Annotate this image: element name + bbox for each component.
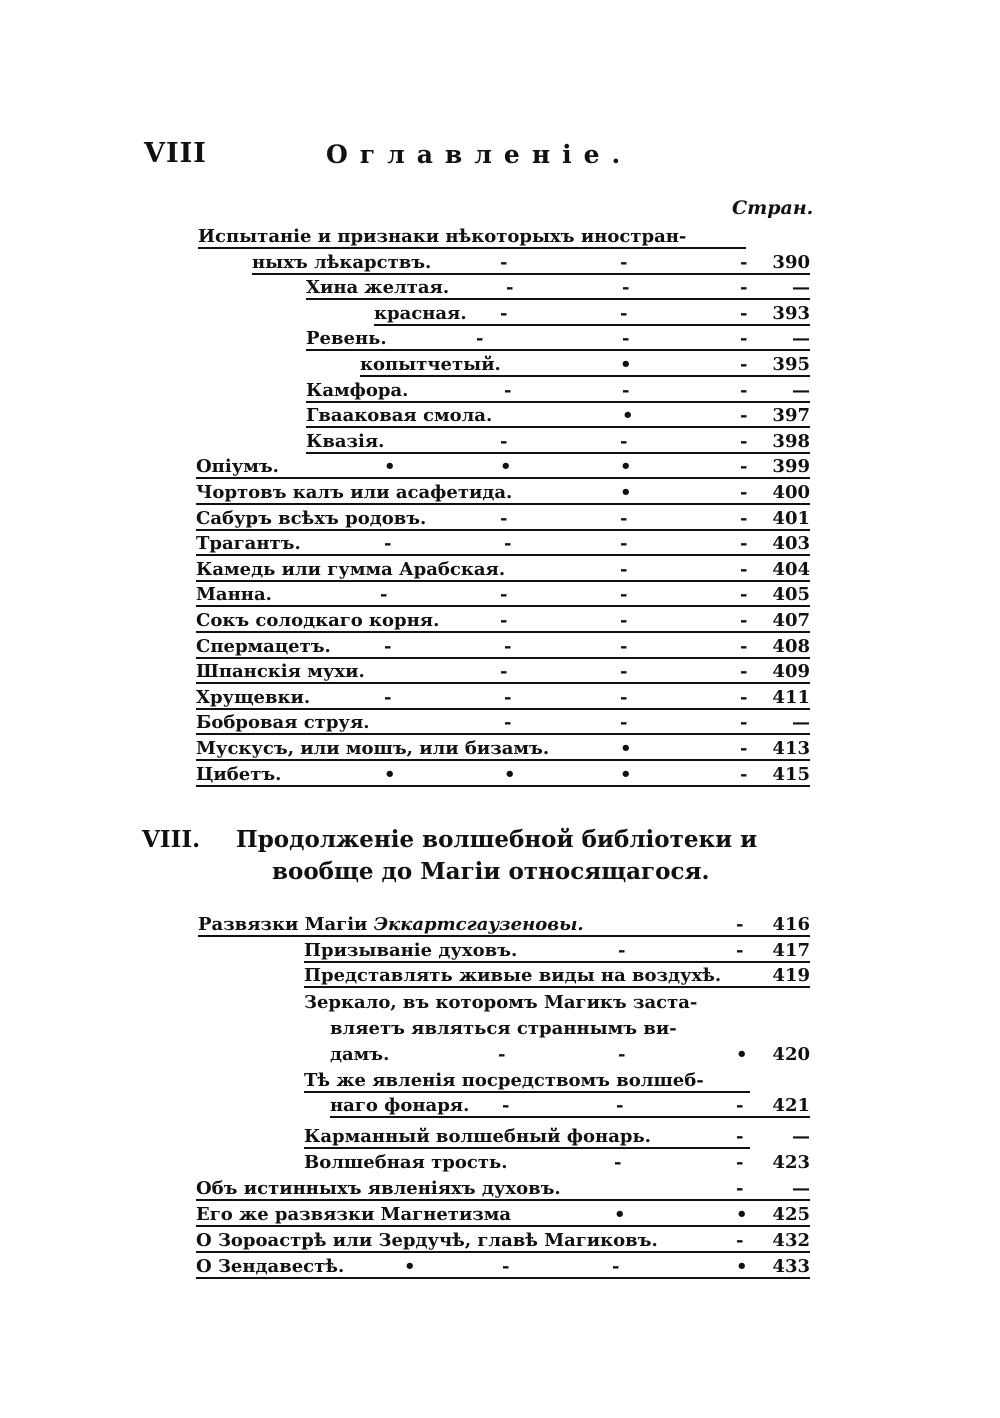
leader-dash: - xyxy=(622,328,630,349)
entry-page: 401 xyxy=(772,508,810,529)
leader-dash: - xyxy=(622,277,630,298)
leader-dash: • xyxy=(620,456,632,477)
leader-dash: • xyxy=(620,738,632,759)
leader-dash: - xyxy=(736,1152,744,1173)
toc-entry xyxy=(304,1068,750,1093)
entry-text: Призываніе духовъ. xyxy=(304,940,518,961)
entry-text: Спермацетъ. xyxy=(196,636,331,657)
entry-page: 405 xyxy=(772,584,810,605)
leader-dash: • xyxy=(620,482,632,503)
entry-text: Мускусъ, или мошъ, или бизамъ. xyxy=(196,738,550,759)
toc-entry xyxy=(196,531,810,556)
entry-text-line: вляетъ являться страннымъ ви- xyxy=(330,1018,677,1039)
leader-dash: - xyxy=(476,328,484,349)
entry-page: 416 xyxy=(772,914,810,935)
leader-dash: - xyxy=(616,1095,624,1116)
entry-text: Бобровая струя. xyxy=(196,712,370,733)
entry-text: копытчетый. xyxy=(360,354,501,375)
leader-dash: - xyxy=(504,533,512,554)
rule-line xyxy=(196,631,810,633)
entry-text-line: Зеркало, въ которомъ Магикъ заста- xyxy=(304,992,698,1013)
entry-text: Цибетъ. xyxy=(196,764,282,785)
entry-page: 408 xyxy=(772,636,810,657)
leader-dash: - xyxy=(620,303,628,324)
leader-dash: - xyxy=(384,533,392,554)
leader-dash: - xyxy=(500,584,508,605)
entry-text: Гвааковая смола. xyxy=(306,405,493,426)
leader-dash: - xyxy=(620,712,628,733)
leader-dash: - xyxy=(502,1095,510,1116)
leader-dash: - xyxy=(740,738,748,759)
entry-page: — xyxy=(792,380,810,401)
entry-page: — xyxy=(792,1178,810,1199)
rule-line xyxy=(198,935,810,937)
entry-text: Шпанскія мухи. xyxy=(196,661,365,682)
entry-page: 398 xyxy=(772,431,810,452)
leader-dash: - xyxy=(740,508,748,529)
section-title-line-2: вообще до Магіи относящагося. xyxy=(272,858,710,885)
leader-dash: - xyxy=(620,636,628,657)
rule-line xyxy=(306,426,810,428)
leader-dash: - xyxy=(500,661,508,682)
rule-line xyxy=(196,759,810,761)
leader-dash: - xyxy=(740,431,748,452)
entry-page: 417 xyxy=(772,940,810,961)
entry-text: Сабуръ всѣхъ родовъ. xyxy=(196,508,427,529)
toc-entry xyxy=(196,608,810,633)
toc-entry xyxy=(198,912,810,937)
leader-dash: - xyxy=(614,1152,622,1173)
entry-text: Испытаніе и признаки нѣкоторыхъ иностран- xyxy=(198,226,687,247)
toc-entry xyxy=(374,301,810,326)
entry-text: Тѣ же явленія посредствомъ волшеб- xyxy=(304,1070,704,1091)
toc-entry xyxy=(304,963,810,988)
leader-dash: • xyxy=(620,764,632,785)
leader-dash: - xyxy=(740,252,748,273)
entry-text: Камедь или гумма Арабская. xyxy=(196,559,506,580)
rule-line xyxy=(196,1225,810,1227)
toc-entry xyxy=(360,352,810,377)
leader-dash: - xyxy=(736,1178,744,1199)
entry-text: Представлять живые виды на воздухѣ. xyxy=(304,965,722,986)
leader-dash: - xyxy=(620,533,628,554)
toc-entry xyxy=(196,736,810,761)
toc-entry xyxy=(198,224,746,249)
rule-line xyxy=(306,349,810,351)
leader-dash: - xyxy=(740,636,748,657)
leader-dash: - xyxy=(740,303,748,324)
entry-text: Карманный волшебный фонарь. xyxy=(304,1126,651,1147)
rule-line xyxy=(196,785,810,787)
leader-dash: - xyxy=(740,661,748,682)
page-number-roman: VIII xyxy=(144,138,207,169)
entry-page: — xyxy=(792,1126,810,1147)
leader-dash: - xyxy=(618,940,626,961)
entry-page: 413 xyxy=(772,738,810,759)
leader-dash: - xyxy=(384,636,392,657)
leader-dash: - xyxy=(736,1095,744,1116)
rule-line xyxy=(196,1277,810,1279)
entry-text: О Зороастрѣ или Зердучѣ, главѣ Магиковъ. xyxy=(196,1230,658,1251)
entry-text: красная. xyxy=(374,303,467,324)
toc-entry xyxy=(304,1150,810,1175)
entry-page: 393 xyxy=(772,303,810,324)
leader-dash: - xyxy=(740,584,748,605)
leader-dash: - xyxy=(504,380,512,401)
entry-text: Сокъ солодкаго корня. xyxy=(196,610,440,631)
leader-dash: - xyxy=(736,1126,744,1147)
leader-dash: - xyxy=(740,764,748,785)
toc-entry xyxy=(306,429,810,454)
leader-dash: - xyxy=(504,687,512,708)
toc-entry xyxy=(330,1042,810,1067)
section-title-line-1: Продолженіе волшебной библіотеки и xyxy=(236,826,758,853)
leader-dash: - xyxy=(740,277,748,298)
toc-entry xyxy=(252,250,810,275)
leader-dash: • xyxy=(384,456,396,477)
entry-page: 433 xyxy=(772,1256,810,1277)
entry-page: 404 xyxy=(772,559,810,580)
entry-page: 399 xyxy=(772,456,810,477)
entry-page: 432 xyxy=(772,1230,810,1251)
entry-page: 419 xyxy=(772,965,810,986)
entry-text: Опіумъ. xyxy=(196,456,279,477)
entry-page: — xyxy=(792,712,810,733)
entry-text: Хрущевки. xyxy=(196,687,311,708)
leader-dash: • xyxy=(736,1044,748,1065)
toc-entry xyxy=(196,659,810,684)
toc-entry xyxy=(196,1254,810,1279)
toc-entry xyxy=(196,454,810,479)
toc-entry xyxy=(196,634,810,659)
leader-dash: - xyxy=(498,1044,506,1065)
leader-dash: - xyxy=(740,328,748,349)
leader-dash: - xyxy=(740,687,748,708)
toc-entry xyxy=(304,1124,810,1149)
section-number: VIII. xyxy=(142,826,201,853)
entry-page: 390 xyxy=(772,252,810,273)
rule-line xyxy=(330,1116,810,1118)
leader-dash: • xyxy=(504,764,516,785)
toc-entry xyxy=(196,762,810,787)
entry-page: 409 xyxy=(772,661,810,682)
leader-dash: - xyxy=(620,252,628,273)
entry-text: Волшебная трость. xyxy=(304,1152,508,1173)
leader-dash: - xyxy=(620,687,628,708)
leader-dash: - xyxy=(500,252,508,273)
leader-dash: • xyxy=(736,1256,748,1277)
entry-text: Квазія. xyxy=(306,431,385,452)
rule-line xyxy=(196,477,810,479)
leader-dash: - xyxy=(504,636,512,657)
entry-page: 423 xyxy=(772,1152,810,1173)
entry-page: 400 xyxy=(772,482,810,503)
toc-entry xyxy=(306,326,810,351)
rule-line xyxy=(198,247,746,249)
toc-entry xyxy=(196,685,810,710)
leader-dash: - xyxy=(736,914,744,935)
leader-dash: - xyxy=(620,431,628,452)
entry-text: ныхъ лѣкарствъ. xyxy=(252,252,432,273)
entry-page: — xyxy=(792,277,810,298)
rule-line xyxy=(304,1147,750,1149)
leader-dash: - xyxy=(500,303,508,324)
leader-dash: - xyxy=(740,354,748,375)
entry-page: 425 xyxy=(772,1204,810,1225)
toc-entry xyxy=(330,1093,810,1118)
leader-dash: - xyxy=(384,687,392,708)
leader-dash: - xyxy=(620,610,628,631)
leader-dash: - xyxy=(502,1256,510,1277)
entry-page: — xyxy=(792,328,810,349)
rule-line xyxy=(196,733,810,735)
entry-page: 411 xyxy=(772,687,810,708)
leader-dash: - xyxy=(620,584,628,605)
leader-dash: - xyxy=(740,405,748,426)
entry-text: Хина желтая. xyxy=(306,277,450,298)
toc-entry xyxy=(196,480,810,505)
page-title: Оглавленіе. xyxy=(326,140,633,169)
entry-page: 403 xyxy=(772,533,810,554)
leader-dash: • xyxy=(622,405,634,426)
leader-dash: • xyxy=(500,456,512,477)
entry-text: О Зендавестѣ. xyxy=(196,1256,345,1277)
toc-entry xyxy=(196,506,810,531)
toc-entry xyxy=(196,1228,810,1253)
entry-text: дамъ. xyxy=(330,1044,390,1065)
toc-entry xyxy=(196,1202,810,1227)
leader-dash: - xyxy=(736,940,744,961)
leader-dash: - xyxy=(500,508,508,529)
toc-entry xyxy=(306,403,810,428)
leader-dash: - xyxy=(620,559,628,580)
leader-dash: - xyxy=(740,533,748,554)
rule-line xyxy=(196,682,810,684)
leader-dash: - xyxy=(740,380,748,401)
rule-line xyxy=(196,1251,810,1253)
leader-dash: - xyxy=(740,559,748,580)
leader-dash: - xyxy=(504,712,512,733)
leader-dash: - xyxy=(622,380,630,401)
toc-entry xyxy=(196,557,810,582)
toc-entry xyxy=(306,378,810,403)
entry-text: Его же развязки Магнетизма xyxy=(196,1204,512,1225)
leader-dash: - xyxy=(506,277,514,298)
entry-page: 395 xyxy=(772,354,810,375)
entry-text: Ревень. xyxy=(306,328,387,349)
leader-dash: - xyxy=(736,1230,744,1251)
leader-dash: • xyxy=(404,1256,416,1277)
entry-text: Трагантъ. xyxy=(196,533,301,554)
rule-line xyxy=(304,986,810,988)
toc-entry xyxy=(304,938,810,963)
entry-page: 421 xyxy=(772,1095,810,1116)
entry-text: Камфора. xyxy=(306,380,409,401)
leader-dash: - xyxy=(620,508,628,529)
entry-page: 420 xyxy=(772,1044,810,1065)
leader-dash: - xyxy=(740,482,748,503)
entry-text: наго фонаря. xyxy=(330,1095,470,1116)
column-header-page: Стран. xyxy=(732,197,814,219)
leader-dash: - xyxy=(740,456,748,477)
leader-dash: - xyxy=(612,1256,620,1277)
leader-dash: • xyxy=(620,354,632,375)
entry-text: Объ истинныхъ явленіяхъ духовъ. xyxy=(196,1178,561,1199)
toc-entry xyxy=(196,582,810,607)
entry-text-italic: Эккартсгаузеновы. xyxy=(373,914,584,935)
entry-page: 415 xyxy=(772,764,810,785)
entry-page: 407 xyxy=(772,610,810,631)
leader-dash: - xyxy=(740,610,748,631)
rule-line xyxy=(306,298,810,300)
toc-entry xyxy=(196,710,810,735)
entry-text: Развязки Магіи xyxy=(198,914,368,935)
leader-dash: - xyxy=(620,661,628,682)
leader-dash: - xyxy=(380,584,388,605)
rule-line xyxy=(196,503,810,505)
entry-text: Манна. xyxy=(196,584,272,605)
toc-entry xyxy=(306,275,810,300)
rule-line xyxy=(360,375,810,377)
leader-dash: • xyxy=(384,764,396,785)
entry-text: Чортовъ калъ или асафетида. xyxy=(196,482,513,503)
rule-line xyxy=(196,1199,810,1201)
leader-dash: • xyxy=(614,1204,626,1225)
leader-dash: - xyxy=(618,1044,626,1065)
leader-dash: - xyxy=(500,610,508,631)
entry-page: 397 xyxy=(772,405,810,426)
rule-line xyxy=(196,605,810,607)
page-header xyxy=(140,138,820,178)
rule-line xyxy=(196,554,810,556)
leader-dash: - xyxy=(500,431,508,452)
leader-dash: - xyxy=(740,712,748,733)
toc-entry xyxy=(196,1176,810,1201)
leader-dash: • xyxy=(736,1204,748,1225)
